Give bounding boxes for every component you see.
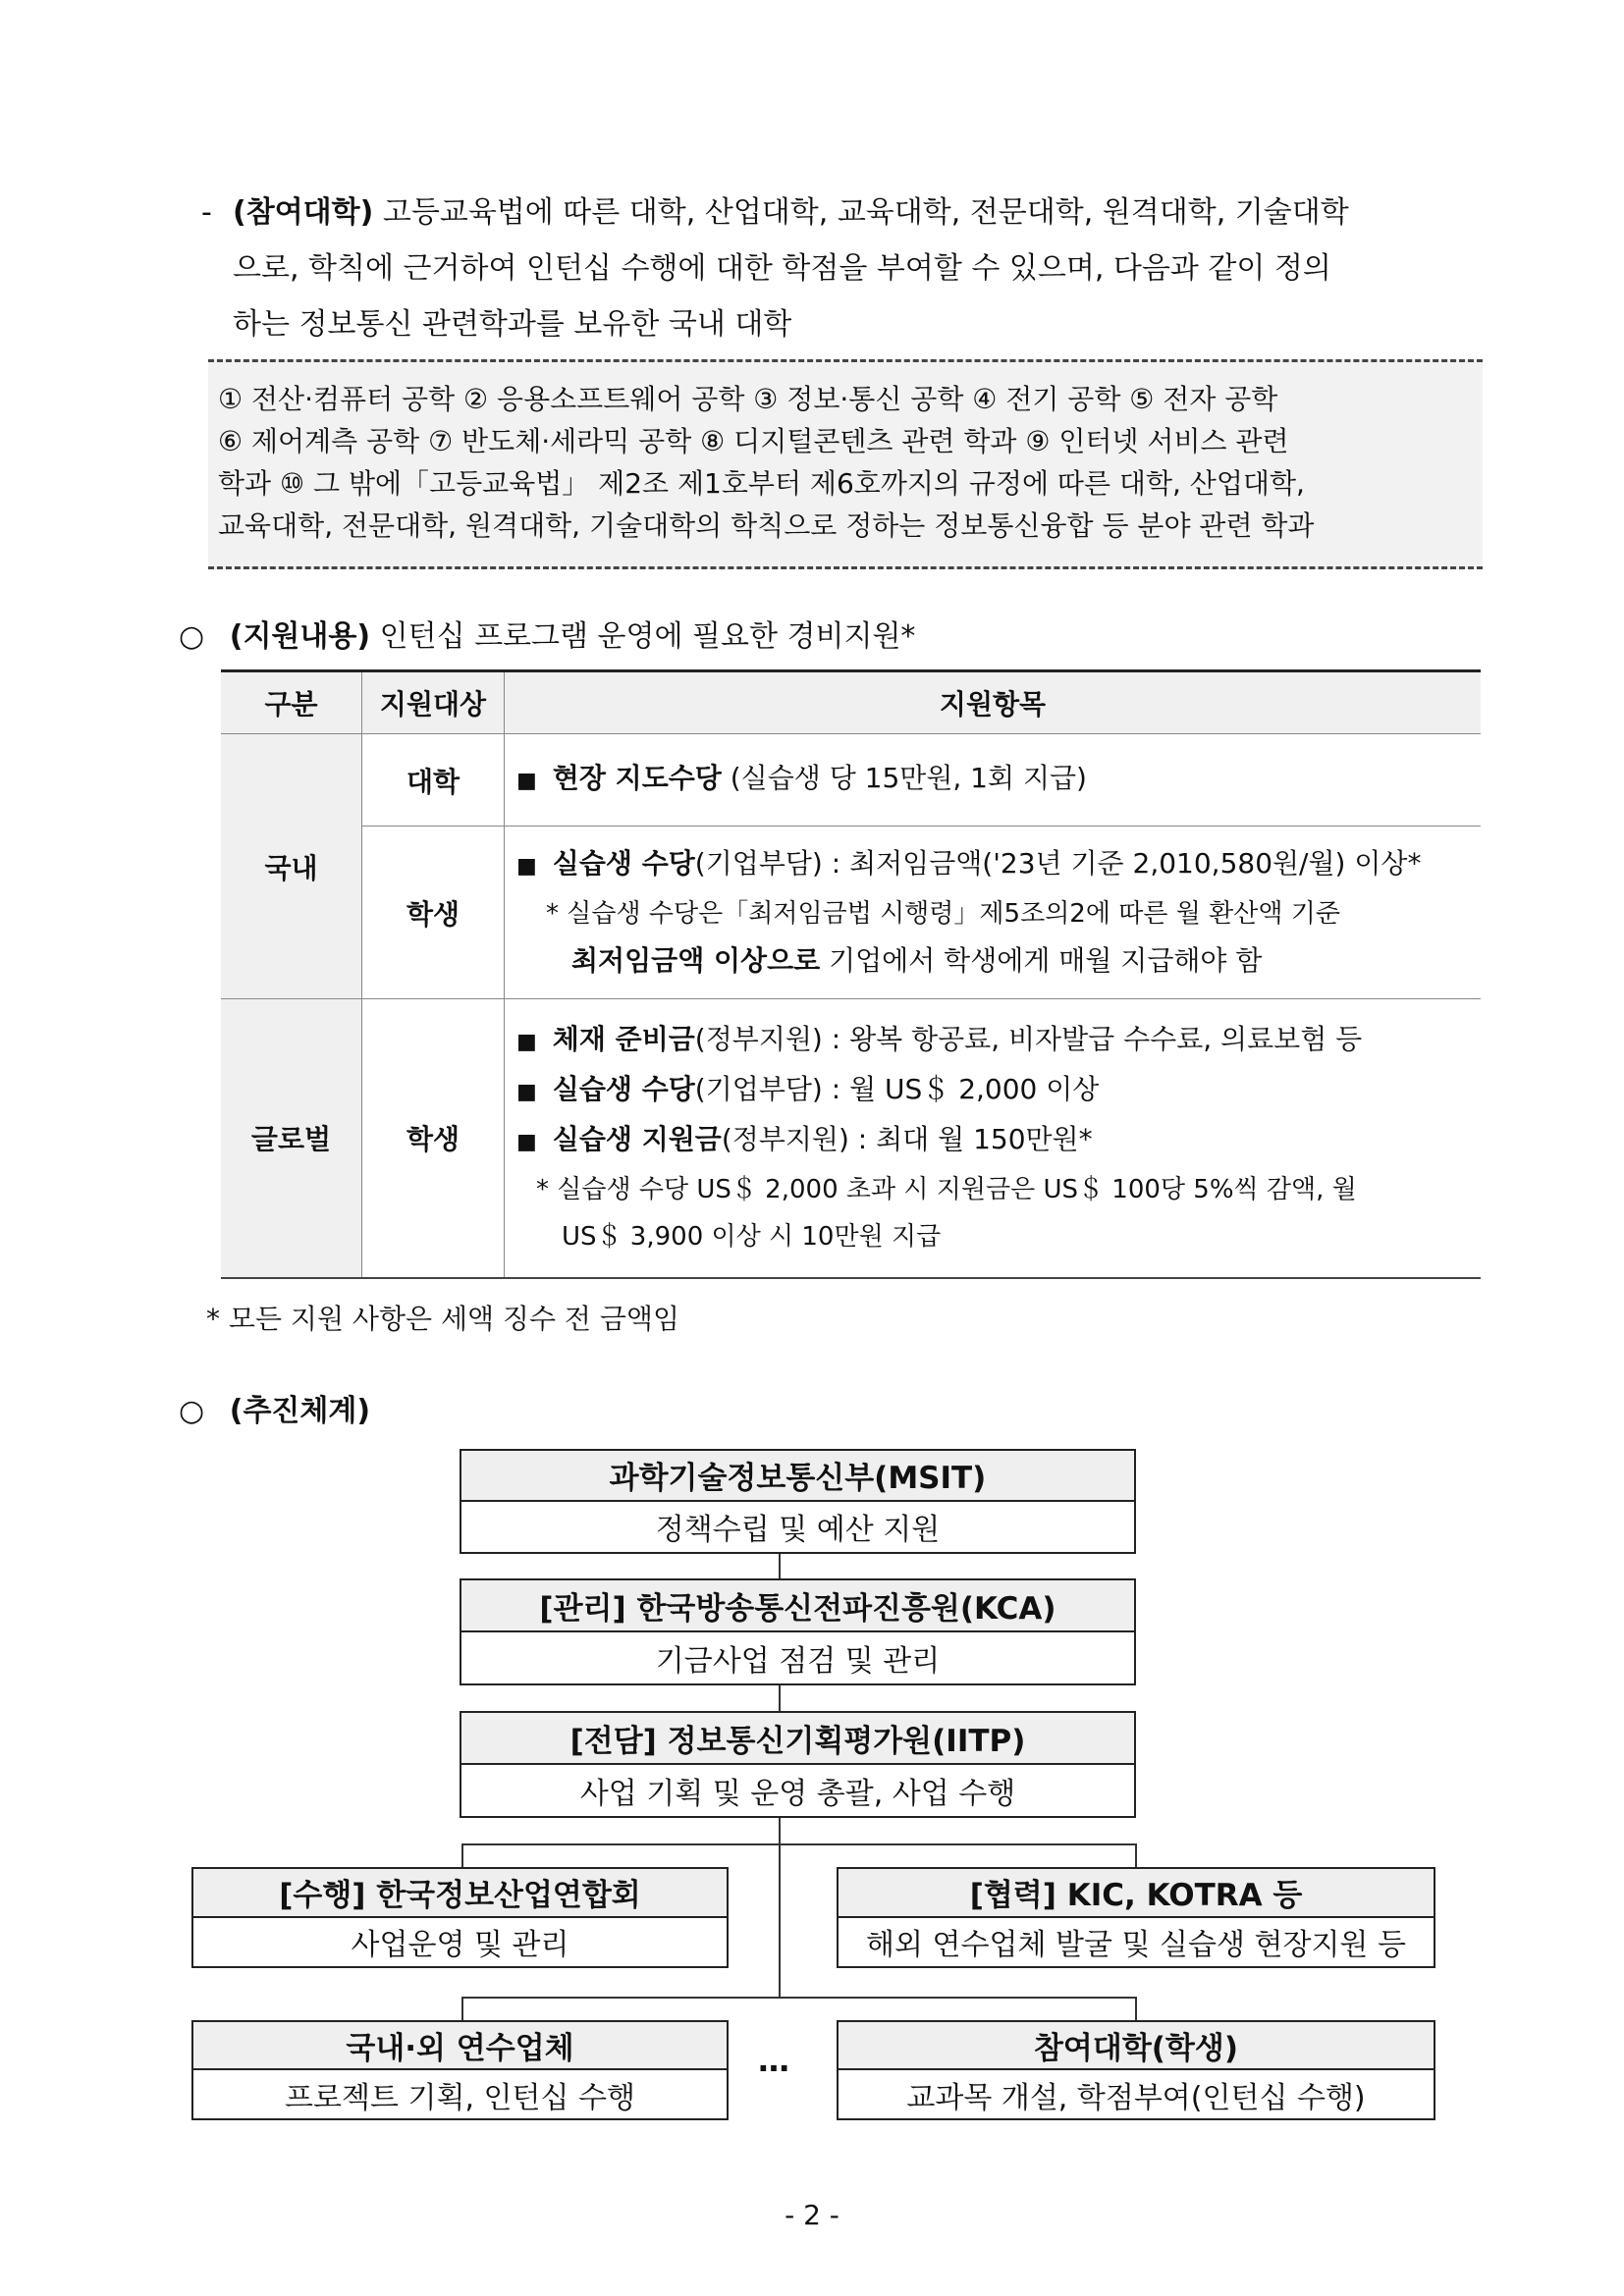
connector-line	[461, 1843, 1137, 1845]
item-bold: 체재 준비금	[552, 1022, 695, 1055]
table-header-row	[221, 671, 1481, 734]
participating-line-2: 으로, 학칙에 근거하여 인턴십 수행에 대한 학점을 부여할 수 있으며, 다음과 같이 정의	[233, 251, 1331, 286]
square-bullet-icon: ■	[516, 1029, 537, 1054]
connector-line	[779, 1685, 781, 1711]
item-cell	[505, 827, 1482, 999]
item-bold: 현장 지도수당	[552, 762, 722, 794]
org-box-desc: 기금사업 점검 및 관리	[655, 1643, 941, 1679]
connector-line	[1135, 1843, 1137, 1867]
item-note: * 실습생 수당은「최저임금법 시행령」제5조의2에 따른 월 환산액 기준	[546, 899, 1340, 929]
department-line-3: 학과 ⑩ 그 밖에「고등교육법」 제2조 제1호부터 제6호까지의 규정에 따른 대학, 산업대학,	[218, 467, 1305, 500]
org-box-partners	[837, 1867, 1435, 1968]
department-line-2: ⑥ 제어계측 공학 ⑦ 반도체·세라믹 공학 ⑧ 디지털콘텐츠 관련 학과 ⑨ 인터넷 서비스 관련	[218, 425, 1289, 457]
item-bold: 실습생 지원금	[552, 1122, 722, 1155]
item-bold: 실습생 수당	[552, 847, 695, 880]
org-box-title: 과학기술정보통신부(MSIT)	[461, 1451, 1134, 1502]
ellipsis-text: …	[758, 2042, 789, 2079]
org-box-title: [수행] 한국정보산업연합회	[193, 1869, 727, 1918]
item-cell	[505, 734, 1482, 827]
note-bold: 최저임금액 이상으로	[571, 944, 821, 977]
org-box-msit	[460, 1449, 1136, 1554]
item-note: * 실습생 수당 US＄ 2,000 초과 시 지원금은 US＄ 100당 5%씩 감액, 월	[536, 1174, 1357, 1204]
support-table	[221, 669, 1481, 1279]
org-box-desc: 프로젝트 기획, 인턴십 수행	[285, 2080, 635, 2115]
table-row	[221, 827, 1481, 999]
org-box-title: [전담] 정보통신기획평가원(IITP)	[461, 1713, 1134, 1765]
org-box-desc: 사업 기획 및 운영 총괄, 사업 수행	[579, 1776, 1016, 1811]
participating-line-3: 하는 정보통신 관련학과를 보유한 국내 대학	[233, 307, 792, 342]
support-label: (지원내용)	[229, 619, 371, 654]
square-bullet-icon: ■	[516, 769, 537, 793]
department-list-box	[208, 359, 1483, 569]
note-rest: 기업에서 학생에게 매월 지급해야 함	[820, 944, 1263, 977]
connector-line	[779, 1553, 781, 1578]
org-box-iitp	[460, 1711, 1136, 1818]
division-domestic: 국내	[221, 734, 362, 999]
header-items: 지원항목	[505, 671, 1482, 734]
item-bold: 실습생 수당	[552, 1072, 695, 1105]
participating-universities-paragraph	[201, 185, 1478, 352]
participating-line-1: 고등교육법에 따른 대학, 산업대학, 교육대학, 전문대학, 원격대학, 기술대학	[382, 195, 1349, 230]
participating-label: (참여대학)	[233, 195, 374, 230]
org-box-desc: 사업운영 및 관리	[351, 1928, 569, 1963]
dash-marker: -	[201, 195, 212, 230]
square-bullet-icon: ■	[516, 1129, 537, 1154]
header-division: 구분	[221, 671, 362, 734]
square-bullet-icon: ■	[516, 1079, 537, 1104]
structure-heading	[179, 1386, 370, 1429]
org-box-title: [관리] 한국방송통신전파진흥원(KCA)	[461, 1580, 1134, 1632]
org-box-universities	[837, 2020, 1435, 2120]
structure-label: (추진체계)	[229, 1394, 371, 1428]
org-box-desc: 정책수립 및 예산 지원	[655, 1513, 941, 1548]
page-number: - 2 -	[785, 2199, 839, 2231]
support-text: 인턴십 프로그램 운영에 필요한 경비지원*	[379, 619, 916, 654]
circle-bullet-icon: ○	[179, 1394, 205, 1428]
connector-line	[461, 1843, 463, 1867]
target-university: 대학	[362, 734, 505, 827]
item-rest: (기업부담) : 월 US＄ 2,000 이상	[694, 1072, 1100, 1105]
item-rest: (실습생 당 15만원, 1회 지급)	[721, 762, 1087, 794]
circle-bullet-icon: ○	[179, 619, 205, 654]
division-global: 글로벌	[221, 999, 362, 1278]
department-line-1: ① 전산·컴퓨터 공학 ② 응용소프트웨어 공학 ③ 정보·통신 공학 ④ 전기 공학 ⑤ 전자 공학	[218, 383, 1278, 415]
connector-line	[1135, 1997, 1137, 2020]
support-heading	[179, 612, 915, 655]
org-box-title: [협력] KIC, KOTRA 등	[839, 1869, 1434, 1918]
org-box-desc: 해외 연수업체 발굴 및 실습생 현장지원 등	[866, 1928, 1406, 1963]
item-rest: (정부지원) : 왕복 항공료, 비자발급 수수료, 의료보험 등	[694, 1022, 1363, 1055]
connector-line	[461, 1997, 463, 2020]
header-target: 지원대상	[362, 671, 505, 734]
connector-line	[461, 1997, 1137, 1999]
target-student: 학생	[362, 827, 505, 999]
item-rest: (기업부담) : 최저임금액('23년 기준 2,010,580원/월) 이상*	[694, 847, 1422, 880]
item-note: US＄ 3,900 이상 시 10만원 지급	[562, 1221, 942, 1252]
item-rest: (정부지원) : 최대 월 150만원*	[721, 1122, 1093, 1155]
table-footnote: * 모든 지원 사항은 세액 징수 전 금액임	[206, 1303, 680, 1335]
org-box-title: 참여대학(학생)	[839, 2022, 1434, 2070]
target-student: 학생	[362, 999, 505, 1278]
item-cell	[505, 999, 1482, 1278]
department-line-4: 교육대학, 전문대학, 원격대학, 기술대학의 학칙으로 정하는 정보통신융합 등 분야 관련 학과	[218, 509, 1315, 542]
table-row	[221, 999, 1481, 1278]
table-row	[221, 734, 1481, 827]
square-bullet-icon: ■	[516, 854, 537, 879]
org-box-companies	[191, 2020, 729, 2120]
org-box-title: 국내·외 연수업체	[193, 2022, 727, 2070]
org-box-fkii	[191, 1867, 729, 1968]
org-box-desc: 교과목 개설, 학점부여(인턴십 수행)	[906, 2080, 1366, 2115]
org-box-kca	[460, 1578, 1136, 1685]
